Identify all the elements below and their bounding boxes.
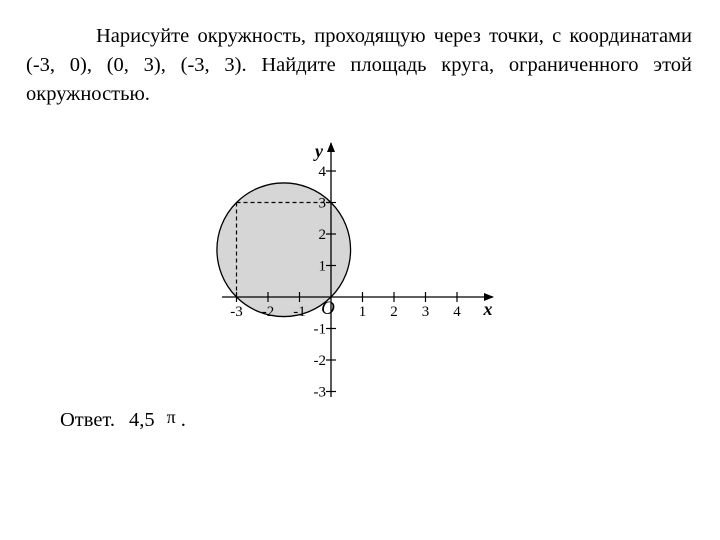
coordinate-plane xyxy=(200,135,510,405)
answer-value: 4,5 xyxy=(128,409,155,431)
y-tick-label: 3 xyxy=(318,195,326,212)
y-tick-label: 2 xyxy=(318,227,326,243)
coordinate-figure xyxy=(200,135,510,405)
x-tick-label: -1 xyxy=(293,304,306,320)
x-axis-name: x xyxy=(483,299,493,319)
x-tick-label: 1 xyxy=(358,304,367,320)
y-tick-label: -1 xyxy=(313,321,326,338)
x-tick-label: 2 xyxy=(390,304,398,320)
problem-statement xyxy=(26,22,692,109)
answer-label: Ответ. xyxy=(60,409,115,431)
problem-text: Нарисуйте окружность, проходящую через точки, с координатами (-3, 0), (0, 3), (-3, 3). Найдите площадь круга, ограниченного этой окружностью. xyxy=(26,25,692,105)
answer-end-dot: . xyxy=(180,409,186,431)
answer-pi-symbol: π xyxy=(166,407,176,427)
y-tick-label: 1 xyxy=(318,258,326,275)
y-axis-name: y xyxy=(315,141,323,161)
x-tick-label: 3 xyxy=(421,304,430,320)
y-tick-label: -2 xyxy=(313,353,326,369)
origin-label: O xyxy=(321,298,335,319)
x-tick-label: -2 xyxy=(261,304,275,320)
x-tick-label: -3 xyxy=(230,304,243,320)
answer-line xyxy=(60,409,186,432)
y-tick-label: -3 xyxy=(313,384,326,401)
x-tick-label: 4 xyxy=(453,304,461,320)
y-tick-label: 4 xyxy=(318,164,326,180)
